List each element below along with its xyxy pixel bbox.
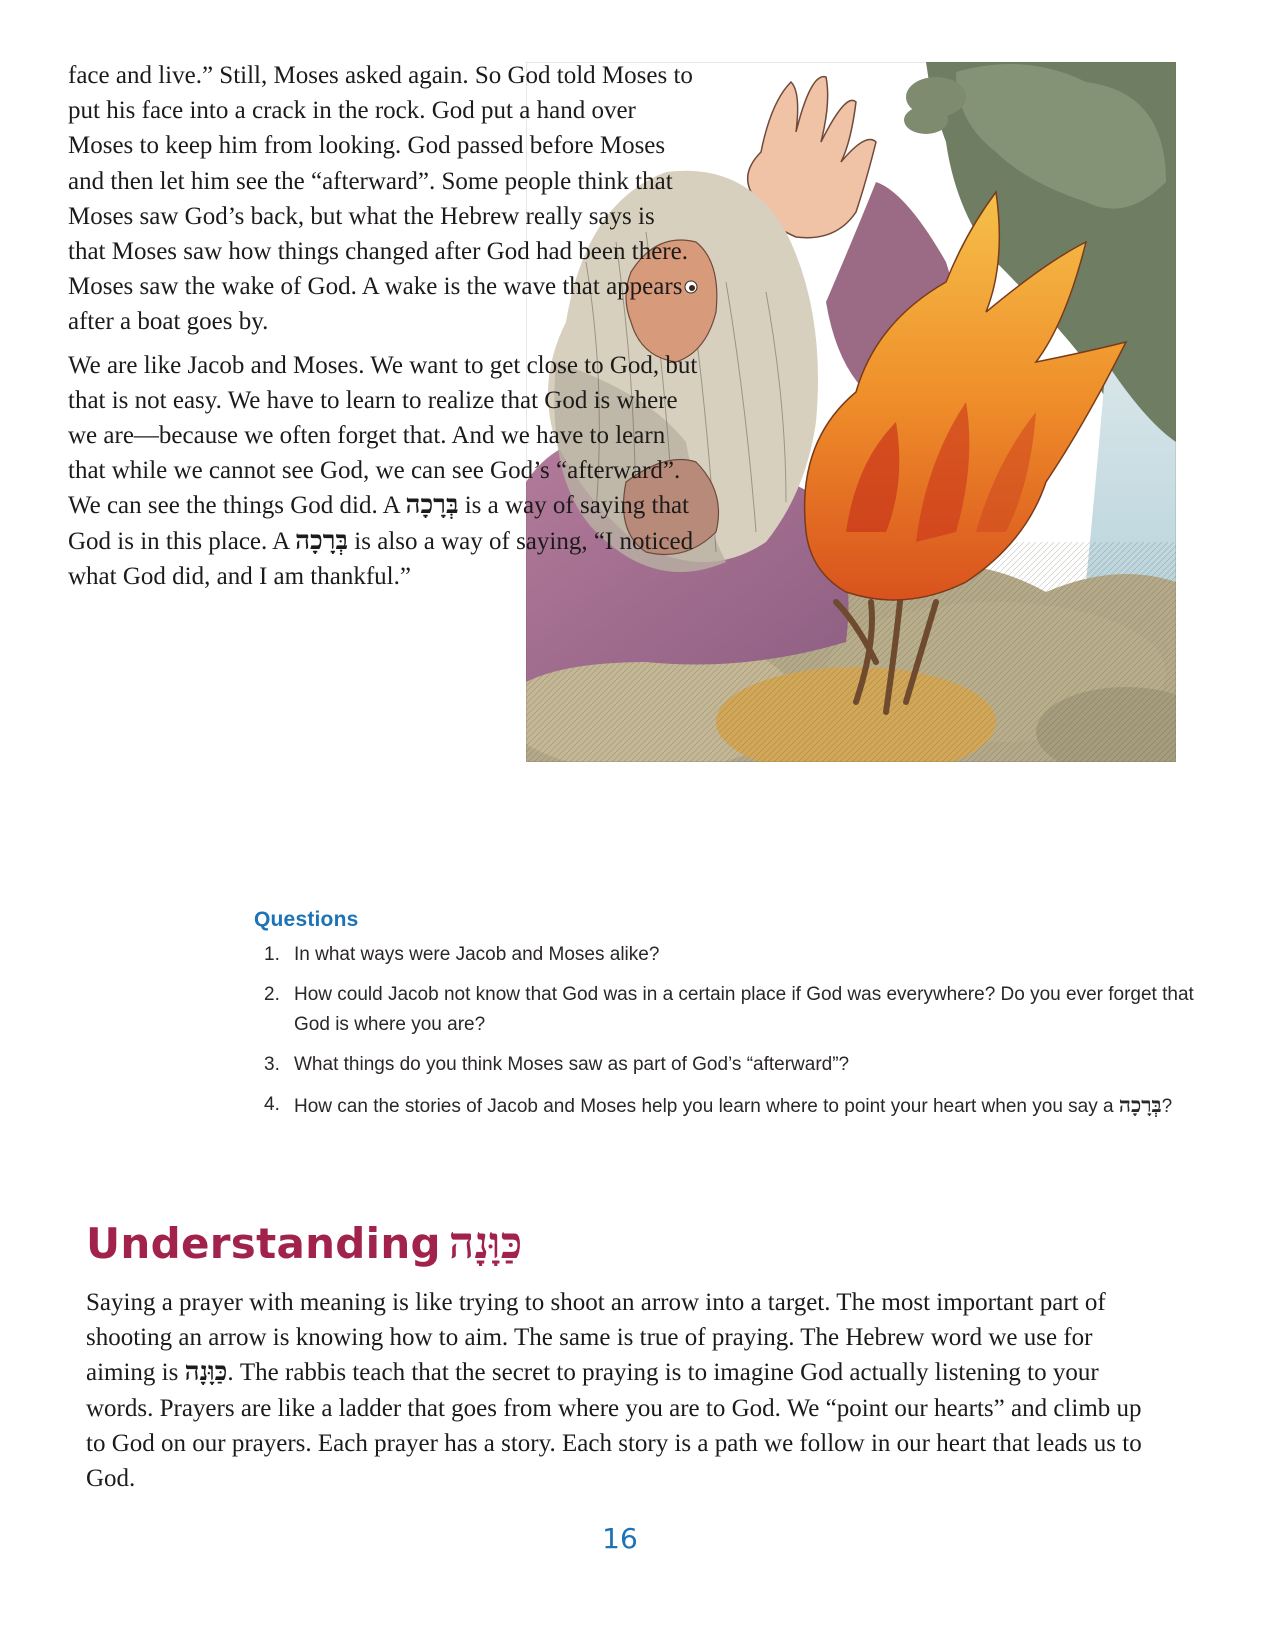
- question-number: 2.: [264, 984, 280, 1005]
- hebrew-word-bracha: בְּרָכָה: [1118, 1092, 1162, 1117]
- question-text: What things do you think Moses saw as part of God’s “afterward”?: [294, 1054, 850, 1075]
- section-title-text: Understanding: [86, 1219, 441, 1268]
- question-item: [254, 980, 1194, 1040]
- hebrew-word-kavanah: כַּוָּנָה: [184, 1357, 228, 1388]
- question-item: [254, 1050, 1194, 1080]
- questions-box: [254, 908, 1194, 1132]
- section-body: [86, 1285, 1156, 1496]
- question-text: How could Jacob not know that God was in a certain place if God was everywhere? Do you ever forget that God is where you are?: [294, 984, 1194, 1035]
- section-title: [86, 1218, 523, 1269]
- section-body-part-a: Saying a prayer with meaning is like trying to shoot an arrow into a target. The most important part of shooting an arrow is knowing how to aim. The same is true of praying. The Hebrew word we use for aiming is: [86, 1289, 1106, 1387]
- question-number: 4.: [264, 1094, 280, 1115]
- question-text-wrap: [294, 1090, 1194, 1122]
- hebrew-word-kavanah: כַּוָּנָה: [448, 1218, 523, 1269]
- story-text: [68, 58, 1168, 758]
- story-paragraph-1: face and live.” Still, Moses asked again. So God told Moses to put his face into a crack in the rock. God put a hand over Moses to keep him from looking. God passed before Moses and then let him see the “afterward”. Some people think that Moses saw God’s back, but what the Hebrew really says is that Moses saw how things changed after God had been there. Moses saw the wake of God. A wake is the wave that appears after a boat goes by.: [68, 62, 693, 336]
- question-text: In what ways were Jacob and Moses alike?: [294, 944, 660, 965]
- question-item: [254, 1090, 1194, 1122]
- question-item: [254, 940, 1194, 970]
- questions-title: Questions: [254, 908, 359, 931]
- hebrew-word-bracha: בְּרָכָה: [295, 525, 349, 556]
- question-number: 3.: [264, 1054, 280, 1075]
- questions-list: [254, 940, 1194, 1122]
- hebrew-word-bracha: בְּרָכָה: [405, 490, 459, 521]
- story-paragraph-2-part-a: We are like Jacob and Moses. We want to get close to God, but that is not easy. We have to learn to realize that God is where we are—because we often forget that. And we have to learn that while we cannot see God, we can see God’s “afterward”. We can see the things God did. A: [68, 351, 698, 520]
- section-body-part-b: . The rabbis teach that the secret to praying is to imagine God actually listening to your words. Prayers are like a ladder that goes from where you are to God. We “point our hearts” and climb up to God on our prayers. Each prayer has a story. Each story is a path we follow in our heart that leads us to God.: [86, 1359, 1142, 1493]
- illustration-wrap-space: [698, 58, 1168, 758]
- story-paragraph-2-part-b: is a way of saying that God is in this place. A: [68, 492, 689, 555]
- story-paragraph-2-part-c: is also a way of saying, “I noticed what God did, and I am thankful.”: [68, 527, 694, 590]
- question-suffix: ?: [1161, 1096, 1173, 1117]
- page-number: 16: [602, 1522, 638, 1555]
- question-text: How can the stories of Jacob and Moses help you learn where to point your heart when you say a: [294, 1096, 1114, 1117]
- question-number: 1.: [264, 944, 280, 965]
